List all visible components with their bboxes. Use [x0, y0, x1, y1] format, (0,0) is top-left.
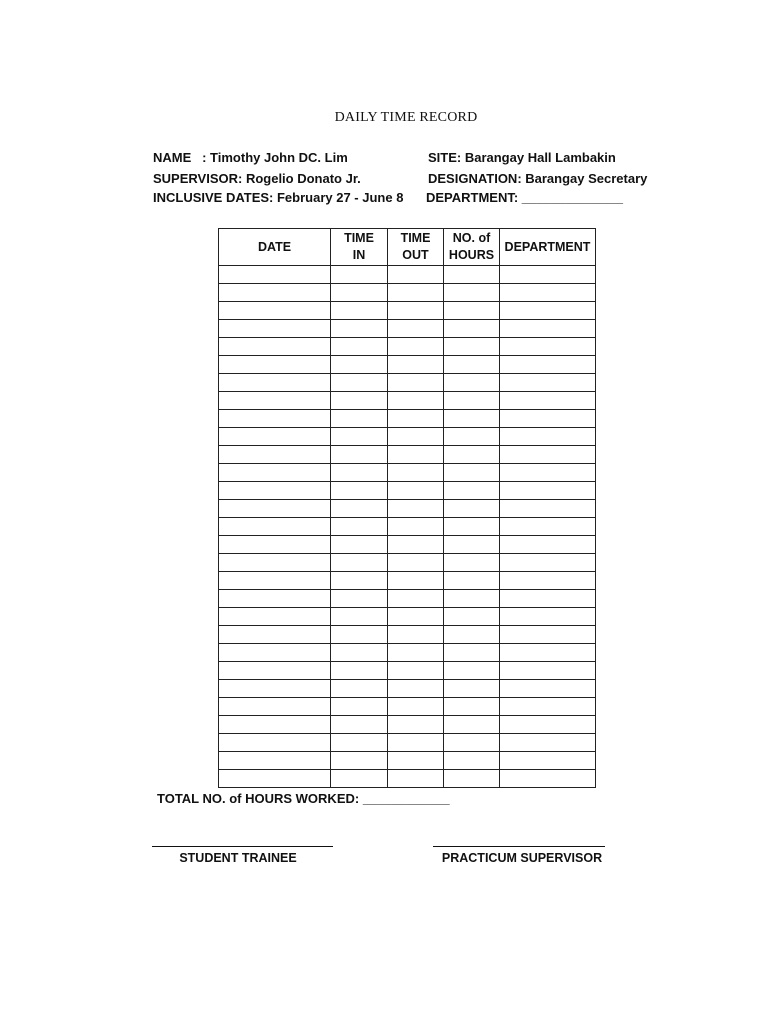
- date-cell: [219, 446, 331, 464]
- date-cell: [219, 536, 331, 554]
- date-cell: [219, 716, 331, 734]
- time-out-cell: [388, 464, 444, 482]
- time-in-cell: [331, 266, 388, 284]
- hours-cell: [444, 392, 500, 410]
- supervisor-field: SUPERVISOR: Rogelio Donato Jr.: [153, 171, 361, 186]
- time-in-cell: [331, 716, 388, 734]
- date-cell: [219, 626, 331, 644]
- date-cell: [219, 374, 331, 392]
- department-cell: [500, 716, 596, 734]
- department-cell: [500, 734, 596, 752]
- date-cell: [219, 428, 331, 446]
- table-row: [219, 284, 596, 302]
- department-cell: [500, 320, 596, 338]
- date-column-header: DATE: [219, 229, 331, 266]
- department-cell: [500, 572, 596, 590]
- time-in-cell: [331, 554, 388, 572]
- time-out-column-header: TIME OUT: [388, 229, 444, 266]
- department-cell: [500, 770, 596, 788]
- date-cell: [219, 302, 331, 320]
- hours-cell: [444, 626, 500, 644]
- hours-cell: [444, 284, 500, 302]
- department-cell: [500, 464, 596, 482]
- hours-cell: [444, 698, 500, 716]
- department-cell: [500, 554, 596, 572]
- hours-cell: [444, 518, 500, 536]
- department-cell: [500, 428, 596, 446]
- department-cell: [500, 356, 596, 374]
- time-in-cell: [331, 464, 388, 482]
- hours-cell: [444, 554, 500, 572]
- hours-cell: [444, 680, 500, 698]
- supervisor-signature-line: [433, 846, 605, 847]
- inclusive-dates-field: INCLUSIVE DATES: February 27 - June 8: [153, 190, 404, 205]
- time-in-cell: [331, 626, 388, 644]
- time-in-cell: [331, 770, 388, 788]
- hours-cell: [444, 590, 500, 608]
- time-out-cell: [388, 392, 444, 410]
- table-row: [219, 572, 596, 590]
- time-out-cell: [388, 536, 444, 554]
- date-cell: [219, 410, 331, 428]
- table-row: [219, 464, 596, 482]
- student-trainee-label: STUDENT TRAINEE: [179, 851, 297, 865]
- date-cell: [219, 608, 331, 626]
- table-row: [219, 266, 596, 284]
- time-in-cell: [331, 374, 388, 392]
- time-in-cell: [331, 320, 388, 338]
- date-cell: [219, 500, 331, 518]
- department-cell: [500, 392, 596, 410]
- hours-cell: [444, 302, 500, 320]
- department-cell: [500, 284, 596, 302]
- table-row: [219, 644, 596, 662]
- department-cell: [500, 482, 596, 500]
- time-out-cell: [388, 518, 444, 536]
- time-in-cell: [331, 752, 388, 770]
- table-row: [219, 536, 596, 554]
- department-cell: [500, 446, 596, 464]
- name-field: NAME : Timothy John DC. Lim: [153, 150, 348, 165]
- department-cell: [500, 752, 596, 770]
- table-row: [219, 302, 596, 320]
- date-cell: [219, 518, 331, 536]
- time-in-cell: [331, 302, 388, 320]
- department-cell: [500, 698, 596, 716]
- department-field: DEPARTMENT: ______________: [426, 190, 624, 205]
- table-row: [219, 410, 596, 428]
- hours-cell: [444, 356, 500, 374]
- hours-cell: [444, 734, 500, 752]
- table-row: [219, 662, 596, 680]
- department-cell: [500, 374, 596, 392]
- table-row: [219, 482, 596, 500]
- time-in-cell: [331, 410, 388, 428]
- date-cell: [219, 266, 331, 284]
- table-row: [219, 392, 596, 410]
- table-row: [219, 428, 596, 446]
- time-out-cell: [388, 446, 444, 464]
- hours-cell: [444, 662, 500, 680]
- date-cell: [219, 734, 331, 752]
- date-cell: [219, 572, 331, 590]
- hours-cell: [444, 536, 500, 554]
- time-in-cell: [331, 428, 388, 446]
- time-out-cell: [388, 284, 444, 302]
- site-field: SITE: Barangay Hall Lambakin: [428, 150, 616, 165]
- table-row: [219, 500, 596, 518]
- time-in-cell: [331, 446, 388, 464]
- time-out-cell: [388, 302, 444, 320]
- hours-cell: [444, 428, 500, 446]
- date-cell: [219, 320, 331, 338]
- hours-cell: [444, 500, 500, 518]
- date-cell: [219, 284, 331, 302]
- table-row: [219, 680, 596, 698]
- time-in-cell: [331, 572, 388, 590]
- department-cell: [500, 500, 596, 518]
- date-cell: [219, 680, 331, 698]
- time-in-cell: [331, 356, 388, 374]
- department-cell: [500, 266, 596, 284]
- time-out-cell: [388, 374, 444, 392]
- department-cell: [500, 338, 596, 356]
- time-out-cell: [388, 716, 444, 734]
- time-in-cell: [331, 500, 388, 518]
- date-cell: [219, 464, 331, 482]
- time-out-cell: [388, 752, 444, 770]
- table-row: [219, 698, 596, 716]
- hours-column-header: NO. of HOURS: [444, 229, 500, 266]
- department-cell: [500, 590, 596, 608]
- time-out-cell: [388, 572, 444, 590]
- hours-cell: [444, 482, 500, 500]
- table-row: [219, 518, 596, 536]
- time-out-cell: [388, 770, 444, 788]
- document-title: DAILY TIME RECORD: [334, 110, 478, 125]
- hours-cell: [444, 266, 500, 284]
- table-row: [219, 770, 596, 788]
- date-cell: [219, 662, 331, 680]
- hours-cell: [444, 320, 500, 338]
- hours-cell: [444, 752, 500, 770]
- table-header-row: [219, 229, 596, 266]
- department-cell: [500, 536, 596, 554]
- time-in-cell: [331, 392, 388, 410]
- time-out-cell: [388, 608, 444, 626]
- date-cell: [219, 554, 331, 572]
- department-cell: [500, 302, 596, 320]
- time-in-cell: [331, 338, 388, 356]
- time-out-cell: [388, 554, 444, 572]
- time-out-cell: [388, 680, 444, 698]
- time-in-cell: [331, 284, 388, 302]
- table-row: [219, 338, 596, 356]
- table-row: [219, 752, 596, 770]
- time-out-cell: [388, 644, 444, 662]
- time-in-cell: [331, 644, 388, 662]
- hours-cell: [444, 716, 500, 734]
- hours-cell: [444, 572, 500, 590]
- time-out-cell: [388, 698, 444, 716]
- time-out-cell: [388, 338, 444, 356]
- date-cell: [219, 338, 331, 356]
- time-out-cell: [388, 410, 444, 428]
- department-cell: [500, 410, 596, 428]
- table-row: [219, 554, 596, 572]
- hours-cell: [444, 464, 500, 482]
- hours-cell: [444, 410, 500, 428]
- time-in-cell: [331, 590, 388, 608]
- time-out-cell: [388, 662, 444, 680]
- time-out-cell: [388, 482, 444, 500]
- department-cell: [500, 608, 596, 626]
- table-row: [219, 374, 596, 392]
- department-cell: [500, 518, 596, 536]
- practicum-supervisor-label: PRACTICUM SUPERVISOR: [441, 851, 603, 865]
- time-in-cell: [331, 680, 388, 698]
- time-in-cell: [331, 482, 388, 500]
- table-row: [219, 716, 596, 734]
- hours-cell: [444, 770, 500, 788]
- time-in-cell: [331, 518, 388, 536]
- time-in-cell: [331, 536, 388, 554]
- time-in-column-header: TIME IN: [331, 229, 388, 266]
- time-in-cell: [331, 698, 388, 716]
- department-cell: [500, 644, 596, 662]
- hours-cell: [444, 338, 500, 356]
- time-out-cell: [388, 356, 444, 374]
- student-signature-line: [152, 846, 333, 847]
- table-row: [219, 626, 596, 644]
- table-row: [219, 608, 596, 626]
- time-record-table: [218, 228, 596, 788]
- table-row: [219, 320, 596, 338]
- hours-cell: [444, 644, 500, 662]
- total-hours-worked: TOTAL NO. of HOURS WORKED: ____________: [157, 791, 450, 806]
- designation-field: DESIGNATION: Barangay Secretary: [428, 171, 648, 186]
- date-cell: [219, 752, 331, 770]
- time-in-cell: [331, 662, 388, 680]
- date-cell: [219, 644, 331, 662]
- time-out-cell: [388, 500, 444, 518]
- time-out-cell: [388, 320, 444, 338]
- time-out-cell: [388, 734, 444, 752]
- time-out-cell: [388, 590, 444, 608]
- time-in-cell: [331, 608, 388, 626]
- date-cell: [219, 770, 331, 788]
- date-cell: [219, 590, 331, 608]
- hours-cell: [444, 608, 500, 626]
- date-cell: [219, 698, 331, 716]
- department-cell: [500, 662, 596, 680]
- table-row: [219, 590, 596, 608]
- table-row: [219, 446, 596, 464]
- time-out-cell: [388, 266, 444, 284]
- table-row: [219, 356, 596, 374]
- date-cell: [219, 482, 331, 500]
- time-out-cell: [388, 626, 444, 644]
- time-out-cell: [388, 428, 444, 446]
- department-cell: [500, 680, 596, 698]
- hours-cell: [444, 374, 500, 392]
- date-cell: [219, 356, 331, 374]
- department-cell: [500, 626, 596, 644]
- hours-cell: [444, 446, 500, 464]
- department-column-header: DEPARTMENT: [500, 229, 596, 266]
- date-cell: [219, 392, 331, 410]
- table-row: [219, 734, 596, 752]
- time-in-cell: [331, 734, 388, 752]
